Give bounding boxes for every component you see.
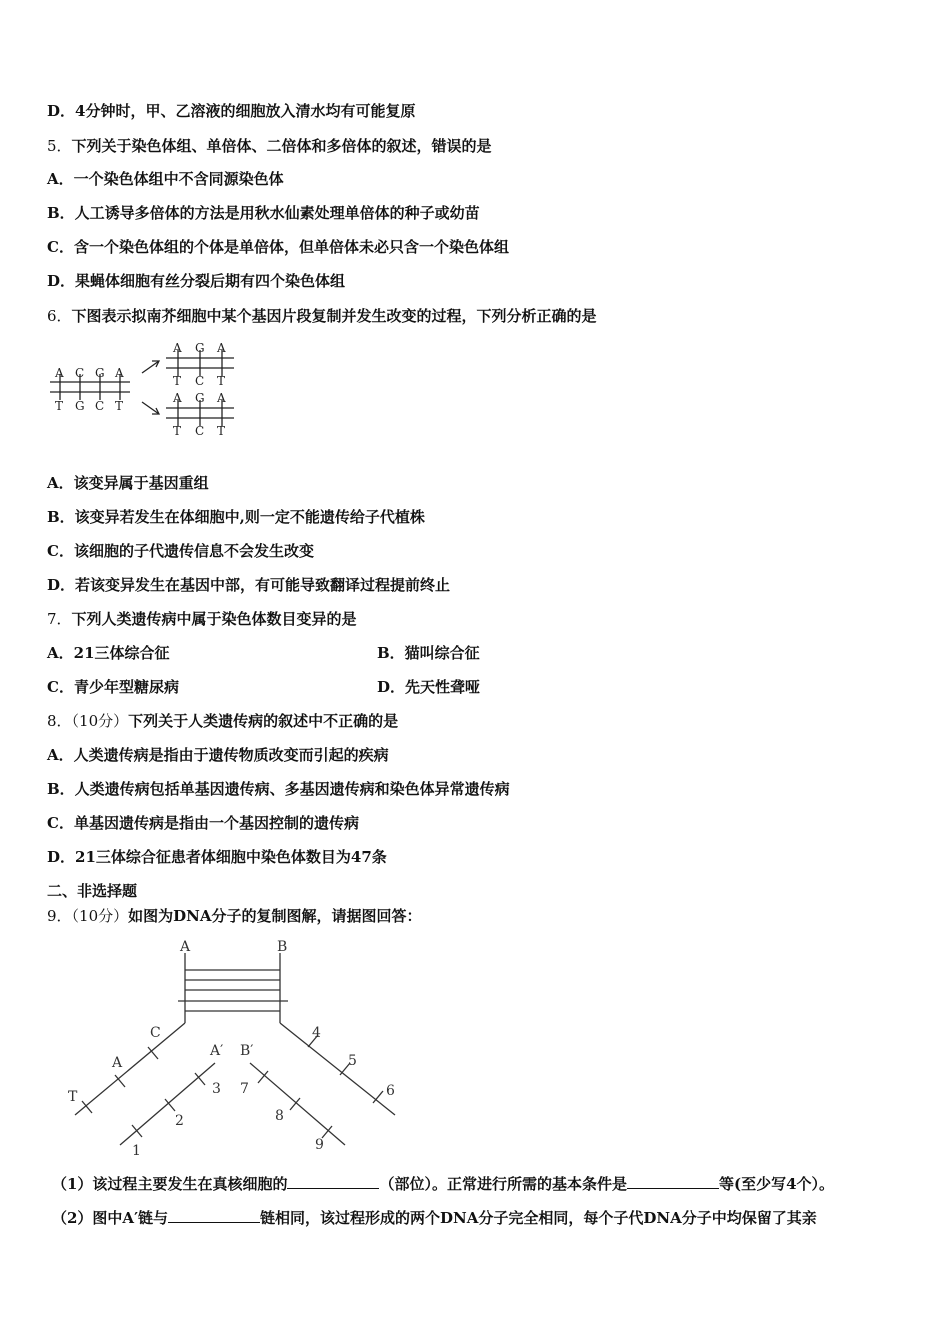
question-number: 9．（10分）: [47, 907, 129, 925]
q7-option-d: D．先天性聋哑: [377, 678, 481, 696]
base-label: 3: [212, 1081, 221, 1097]
base-label: 7: [240, 1081, 249, 1097]
q6-option-b: B．该变异若发生在体细胞中,则一定不能遗传给子代植株: [47, 508, 425, 526]
q5-option-c: C．含一个染色体组的个体是单倍体，但单倍体未必只含一个染色体组: [47, 238, 509, 256]
base-label: T: [217, 424, 226, 438]
q6-option-d: D．若该变异发生在基因中部，有可能导致翻译过程提前终止: [47, 576, 451, 594]
question-9: [47, 906, 422, 926]
q9-part-2-text: （2）图中A′链与: [52, 1209, 169, 1227]
q8-option-a: A．人类遗传病是指由于遗传物质改变而引起的疾病: [47, 746, 389, 764]
q7-option-b: B．猫叫综合征: [377, 644, 480, 662]
q8-option-d: D．21三体综合征患者体细胞中染色体数目为47条: [47, 848, 387, 866]
base-label: 1: [132, 1143, 141, 1159]
question-7: [47, 609, 357, 629]
base-label: A: [173, 341, 182, 355]
strand-label-b: B: [277, 939, 288, 955]
answer-blank[interactable]: [627, 1174, 719, 1189]
question-text: 下列关于染色体组、单倍体、二倍体和多倍体的叙述，错误的是: [71, 137, 492, 155]
question-text: 下列人类遗传病中属于染色体数目变异的是: [71, 610, 357, 628]
base-label: T: [217, 374, 226, 388]
dna-mutation-figure: [44, 340, 244, 445]
strand-label-b-prime: B′: [240, 1043, 254, 1059]
question-8: [47, 711, 398, 731]
base-label: A: [173, 391, 182, 405]
question-text: 下列关于人类遗传病的叙述中不正确的是: [128, 712, 399, 730]
base-label: 2: [175, 1113, 184, 1129]
base-label: T: [115, 399, 124, 413]
base-label: 9: [315, 1137, 324, 1153]
question-5: [47, 136, 492, 156]
base-label: T: [173, 424, 182, 438]
question-text: 下图表示拟南芥细胞中某个基因片段复制并发生改变的过程，下列分析正确的是: [71, 307, 597, 325]
base-label: C: [195, 374, 205, 388]
base-label: 8: [275, 1108, 284, 1124]
q5-option-a: A．一个染色体组中不含同源染色体: [47, 170, 284, 188]
q7-option-c: C．青少年型糖尿病: [47, 678, 179, 696]
q8-option-b: B．人类遗传病包括单基因遗传病、多基因遗传病和染色体异常遗传病: [47, 780, 510, 798]
question-number: 5．: [47, 137, 72, 155]
base-label: A: [217, 391, 226, 405]
question-6: [47, 306, 597, 326]
question-text: 如图为DNA分子的复制图解，请据图回答：: [128, 907, 422, 925]
q9-part-1-text: （部位）。正常进行所需的基本条件是: [379, 1175, 627, 1193]
base-label: T: [68, 1089, 78, 1105]
q4-option-d: D．4分钟时，甲、乙溶液的细胞放入清水均有可能复原: [47, 102, 416, 120]
base-label: T: [55, 399, 64, 413]
base-label: C: [150, 1025, 161, 1041]
base-label: C: [75, 366, 85, 380]
q6-option-a: A．该变异属于基因重组: [47, 474, 209, 492]
base-label: C: [195, 424, 205, 438]
base-label: 4: [312, 1025, 321, 1041]
q9-part-1: [52, 1174, 834, 1194]
base-label: A: [55, 366, 64, 380]
q5-option-b: B．人工诱导多倍体的方法是用秋水仙素处理单倍体的种子或幼苗: [47, 204, 480, 222]
q8-option-c: C．单基因遗传病是指由一个基因控制的遗传病: [47, 814, 359, 832]
question-number: 8．（10分）: [47, 712, 129, 730]
base-label: A: [217, 341, 226, 355]
q9-part-1-text: 等(至少写4个）。: [718, 1175, 835, 1193]
section-heading: 二、非选择题: [47, 882, 138, 900]
q9-part-1-text: （1）该过程主要发生在真核细胞的: [52, 1175, 288, 1193]
answer-blank[interactable]: [168, 1208, 260, 1223]
question-number: 7．: [47, 610, 72, 628]
q7-option-a: A．21三体综合征: [47, 644, 170, 662]
q5-option-d: D．果蝇体细胞有丝分裂后期有四个染色体组: [47, 272, 346, 290]
base-label: C: [95, 399, 105, 413]
base-label: A: [112, 1055, 123, 1071]
base-label: G: [75, 399, 85, 413]
question-number: 6．: [47, 307, 72, 325]
strand-label-a-prime: A′: [210, 1043, 224, 1059]
base-label: T: [173, 374, 182, 388]
strand-label-a: A: [180, 939, 191, 955]
dna-replication-figure: [60, 935, 420, 1160]
base-label: A: [115, 366, 124, 380]
base-label: G: [195, 391, 205, 405]
base-label: G: [195, 341, 205, 355]
base-label: 5: [348, 1053, 357, 1069]
q9-part-2: [52, 1208, 817, 1228]
q9-part-2-text: 链相同，该过程形成的两个DNA分子完全相同，每个子代DNA分子中均保留了其亲: [260, 1209, 817, 1227]
base-label: 6: [386, 1083, 395, 1099]
q6-option-c: C．该细胞的子代遗传信息不会发生改变: [47, 542, 314, 560]
answer-blank[interactable]: [287, 1174, 379, 1189]
base-label: G: [95, 366, 105, 380]
